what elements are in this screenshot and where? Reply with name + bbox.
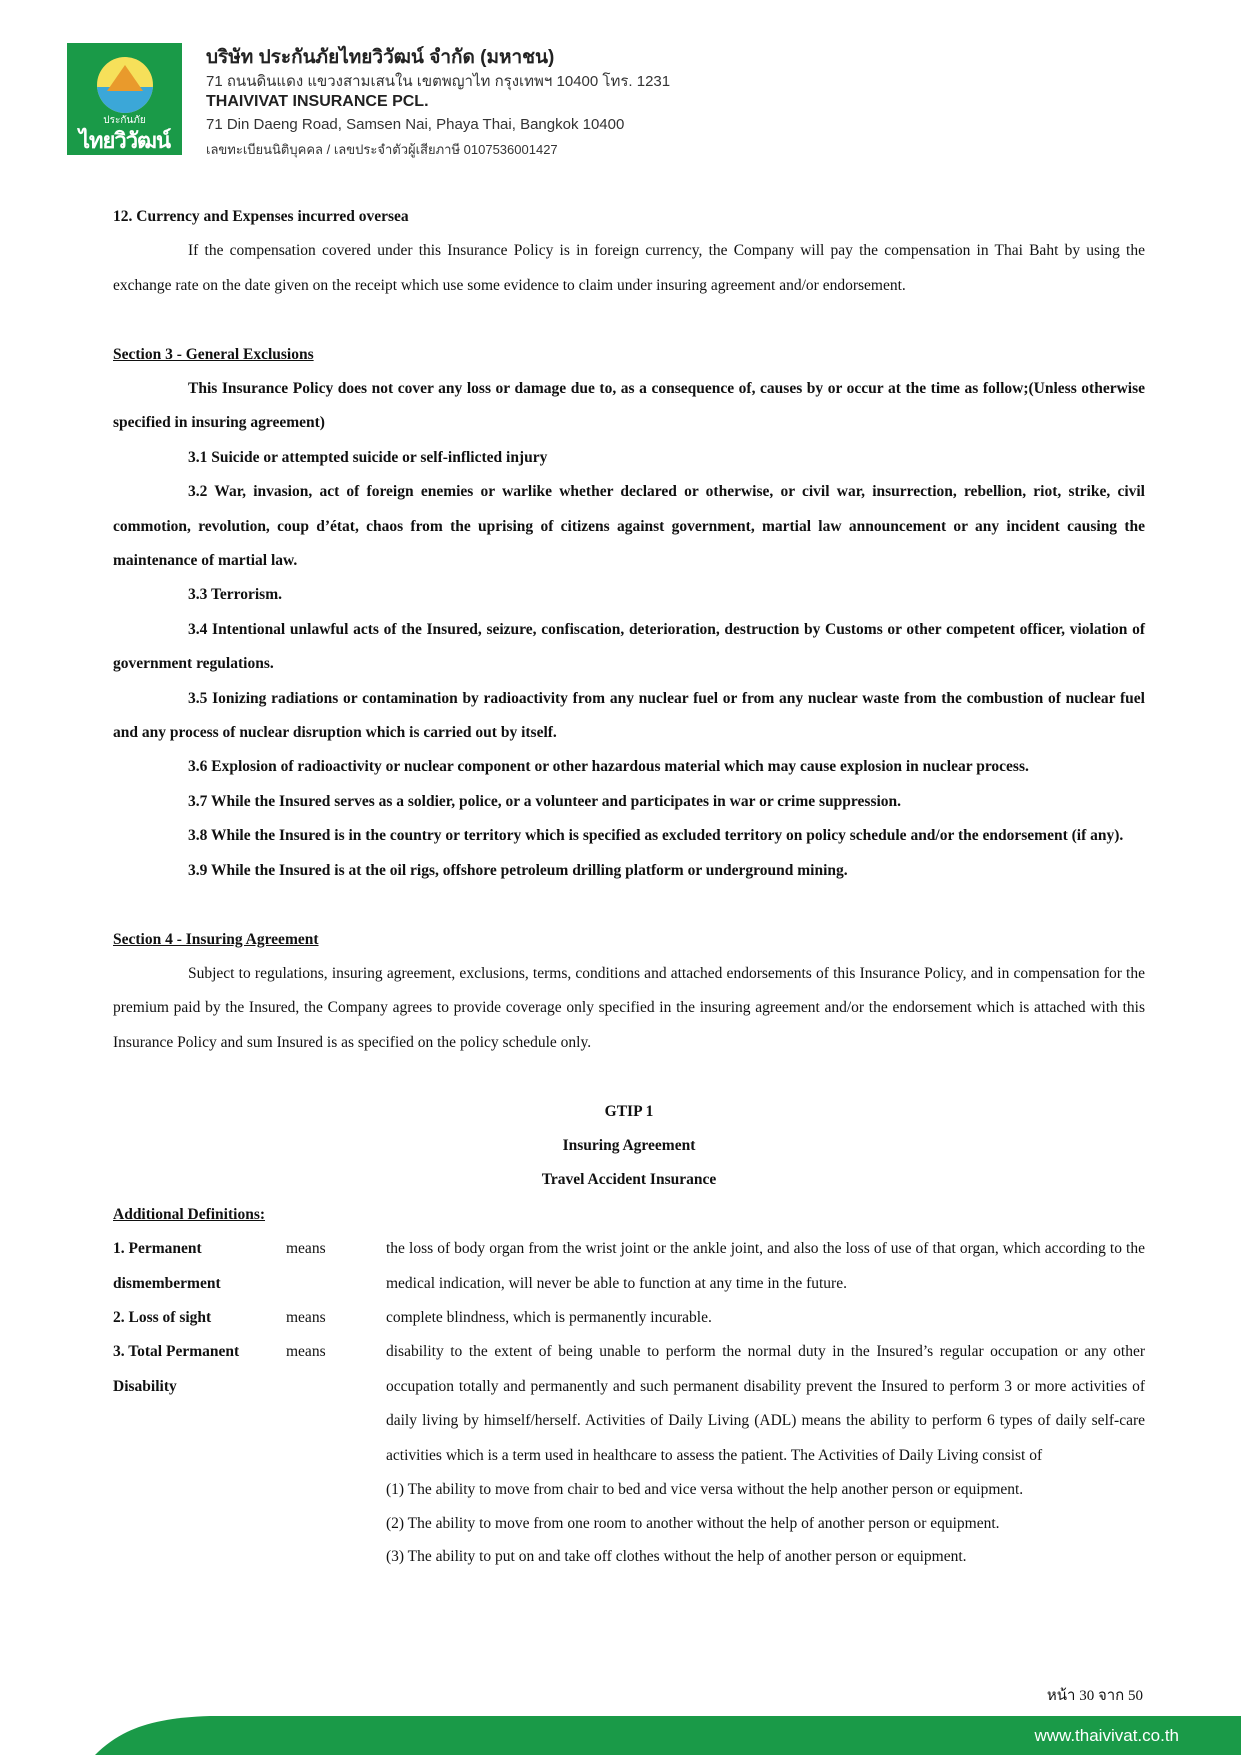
definition-row <box>113 1301 1145 1335</box>
logo-small-text: ประกันภัย <box>103 115 146 126</box>
document-body <box>113 200 1145 1574</box>
company-address-th: 71 ถนนดินแดง แขวงสามเสนใน เขตพญาไท กรุงเทพฯ 10400 โทร. 1231 <box>206 73 671 90</box>
company-logo <box>67 43 182 155</box>
gtip-subtitle2: Travel Accident Insurance <box>541 1171 717 1189</box>
exclusion-item: 3.1 Suicide or attempted suicide or self-inflicted injury <box>188 448 548 466</box>
exclusion-item: 3.6 Explosion of radioactivity or nuclear component or other hazardous material which may cause explosion in nuclear process. <box>188 758 1029 776</box>
exclusion-item: 3.5 Ionizing radiations or contamination by radioactivity from any nuclear fuel or from any nuclear waste from the combustion of nuclear fuel and any process of nuclear disruption which is carried out by itself. <box>113 689 1145 742</box>
definition-term: 3. Total Permanent Disability <box>113 1343 240 1395</box>
adl-item: (1) The ability to move from chair to bed and vice versa without the help another person or equipment. <box>386 1480 1024 1498</box>
company-name-en: THAIVIVAT INSURANCE PCL. <box>206 93 429 110</box>
section12-heading: 12. Currency and Expenses incurred oversea <box>113 208 409 225</box>
section3-heading: Section 3 - General Exclusions <box>113 345 314 363</box>
logo-emblem-icon <box>97 57 153 113</box>
exclusion-item: 3.3 Terrorism. <box>188 586 282 604</box>
definition-means: means <box>286 1240 326 1258</box>
definition-means: means <box>286 1308 326 1326</box>
company-name-th: บริษัท ประกันภัยไทยวิวัฒน์ จำกัด (มหาชน) <box>206 47 555 68</box>
logo-text: ไทยวิวัฒน์ <box>78 129 171 154</box>
exclusion-item: 3.2 War, invasion, act of foreign enemies or warlike whether declared or otherwise, or civil war, insurrection, rebellion, riot, strike, civil commotion, revolution, coup d’état, chaos from the uprising of citizens against government, martial law announcement or any incident causing the maintenance of martial law. <box>113 483 1145 570</box>
definition-term: 1. Permanent dismemberment <box>113 1240 221 1292</box>
definition-row <box>113 1335 1145 1473</box>
company-tax-id: เลขทะเบียนนิติบุคคล / เลขประจำตัวผู้เสียภาษี 0107536001427 <box>206 142 558 157</box>
exclusion-item: 3.9 While the Insured is at the oil rigs, offshore petroleum drilling platform or underground mining. <box>188 861 848 879</box>
page-number: หน้า 30 จาก 50 <box>1046 1688 1143 1704</box>
section4-text: Subject to regulations, insuring agreement, exclusions, terms, conditions and attached endorsements of this Insurance Policy, and in compensation for the premium paid by the Insured, the Company agrees to provide coverage only specified in the insuring agreement and/or the endorsement which is attached with this Insurance Policy and sum Insured is as specified on the policy schedule only. <box>113 964 1145 1051</box>
adl-item: (3) The ability to put on and take off clothes without the help of another person or equipment. <box>386 1548 967 1566</box>
definitions-list <box>113 1232 1145 1473</box>
exclusion-item: 3.4 Intentional unlawful acts of the Insured, seizure, confiscation, deterioration, destruction by Customs or other competent officer, violation of government regulations. <box>113 620 1145 673</box>
section12-text: If the compensation covered under this Insurance Policy is in foreign currency, the Company will pay the compensation in Thai Baht by using the exchange rate on the date given on the receipt which use some evidence to claim under insuring agreement and/or endorsement. <box>113 242 1145 294</box>
gtip-title: GTIP 1 <box>604 1102 654 1120</box>
definitions-heading: Additional Definitions: <box>113 1205 266 1223</box>
section4-heading: Section 4 - Insuring Agreement <box>113 930 319 948</box>
definition-text: complete blindness, which is permanently incurable. <box>386 1308 712 1326</box>
company-address-en: 71 Din Daeng Road, Samsen Nai, Phaya Thai, Bangkok 10400 <box>206 116 625 133</box>
definition-text: disability to the extent of being unable to perform the normal duty in the Insured’s regular occupation or any other occupation totally and permanently and such permanent disability prevent the Insured to perform 3 or more activities of daily living by himself/herself. Activities of Daily Living (ADL) means the ability to perform 6 types of daily self-care activities which is a term used in healthcare to assess the patient. The Activities of Daily Living consist of <box>386 1343 1145 1464</box>
exclusion-item: 3.8 While the Insured is in the country or territory which is specified as excluded territory on policy schedule and/or the endorsement (if any). <box>188 827 1124 845</box>
definition-row <box>113 1232 1145 1301</box>
definition-means: means <box>286 1343 326 1361</box>
section3-intro: This Insurance Policy does not cover any loss or damage due to, as a consequence of, causes by or occur at the time as follow;(Unless otherwise specified in insuring agreement) <box>113 380 1145 432</box>
definition-term: 2. Loss of sight <box>113 1308 212 1326</box>
exclusion-item: 3.7 While the Insured serves as a soldier, police, or a volunteer and participates in war or crime suppression. <box>188 792 902 810</box>
gtip-subtitle: Insuring Agreement <box>562 1136 696 1154</box>
website-link[interactable]: www.thaivivat.co.th <box>1034 1726 1179 1745</box>
definition-text: the loss of body organ from the wrist joint or the ankle joint, and also the loss of use of that organ, which according to the medical indication, will never be able to function at any time in the future. <box>386 1240 1145 1292</box>
adl-item: (2) The ability to move from one room to another without the help of another person or equipment. <box>386 1514 1000 1532</box>
